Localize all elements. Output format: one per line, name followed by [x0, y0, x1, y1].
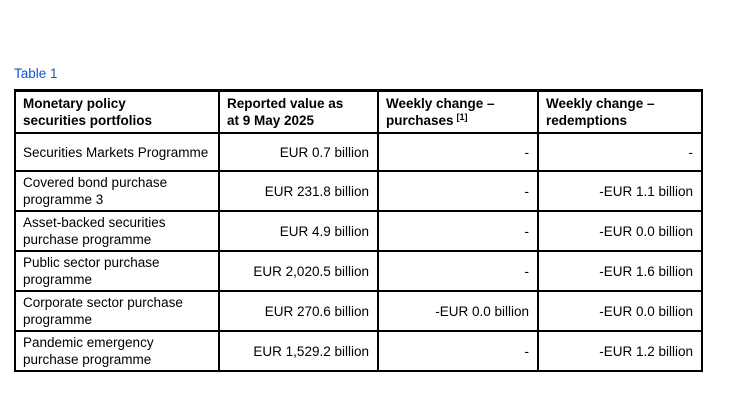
- table-header-row: [15, 91, 702, 134]
- table-body: [15, 133, 702, 371]
- header-weekly-purchases: [378, 91, 538, 134]
- header-line: securities portfolios: [23, 113, 153, 128]
- reported-value-cell: EUR 2,020.5 billion: [219, 251, 378, 291]
- weekly-purchases-cell: -: [378, 331, 538, 371]
- table-row: [15, 331, 702, 371]
- table-row: [15, 171, 702, 211]
- weekly-purchases-cell: -EUR 0.0 billion: [378, 291, 538, 331]
- weekly-purchases-cell: -: [378, 171, 538, 211]
- table-row: [15, 133, 702, 171]
- monetary-policy-portfolios-table: [14, 89, 703, 372]
- reported-value-cell: EUR 231.8 billion: [219, 171, 378, 211]
- table-row: [15, 291, 702, 331]
- reported-value-cell: EUR 0.7 billion: [219, 133, 378, 171]
- header-weekly-redemptions: [538, 91, 702, 134]
- header-portfolios: [15, 91, 219, 134]
- portfolio-name-cell: Public sector purchase programme: [15, 251, 219, 291]
- header-line: purchases: [386, 113, 454, 128]
- weekly-redemptions-cell: -EUR 1.1 billion: [538, 171, 702, 211]
- weekly-redemptions-cell: -EUR 1.2 billion: [538, 331, 702, 371]
- header-line: at 9 May 2025: [227, 113, 315, 128]
- weekly-redemptions-cell: -: [538, 133, 702, 171]
- portfolio-name-cell: Corporate sector purchase programme: [15, 291, 219, 331]
- portfolio-name-cell: Asset-backed securities purchase programme: [15, 211, 219, 251]
- header-line: redemptions: [546, 113, 628, 128]
- weekly-purchases-cell: -: [378, 133, 538, 171]
- header-line: Monetary policy: [23, 96, 126, 111]
- weekly-redemptions-cell: -EUR 1.6 billion: [538, 251, 702, 291]
- table-caption: Table 1: [14, 66, 58, 81]
- reported-value-cell: EUR 4.9 billion: [219, 211, 378, 251]
- table-row: [15, 211, 702, 251]
- reported-value-cell: EUR 270.6 billion: [219, 291, 378, 331]
- weekly-redemptions-cell: -EUR 0.0 billion: [538, 211, 702, 251]
- header-reported-value: [219, 91, 378, 134]
- weekly-purchases-cell: -: [378, 251, 538, 291]
- weekly-purchases-cell: -: [378, 211, 538, 251]
- portfolio-name-cell: Covered bond purchase programme 3: [15, 171, 219, 211]
- header-line: Reported value as: [227, 96, 344, 111]
- table-row: [15, 251, 702, 291]
- portfolio-name-cell: Pandemic emergency purchase programme: [15, 331, 219, 371]
- reported-value-cell: EUR 1,529.2 billion: [219, 331, 378, 371]
- portfolio-name-cell: Securities Markets Programme: [15, 133, 219, 171]
- header-line: Weekly change –: [386, 96, 495, 111]
- header-line: Weekly change –: [546, 96, 655, 111]
- footnote-reference: [1]: [456, 111, 468, 122]
- weekly-redemptions-cell: -EUR 0.0 billion: [538, 291, 702, 331]
